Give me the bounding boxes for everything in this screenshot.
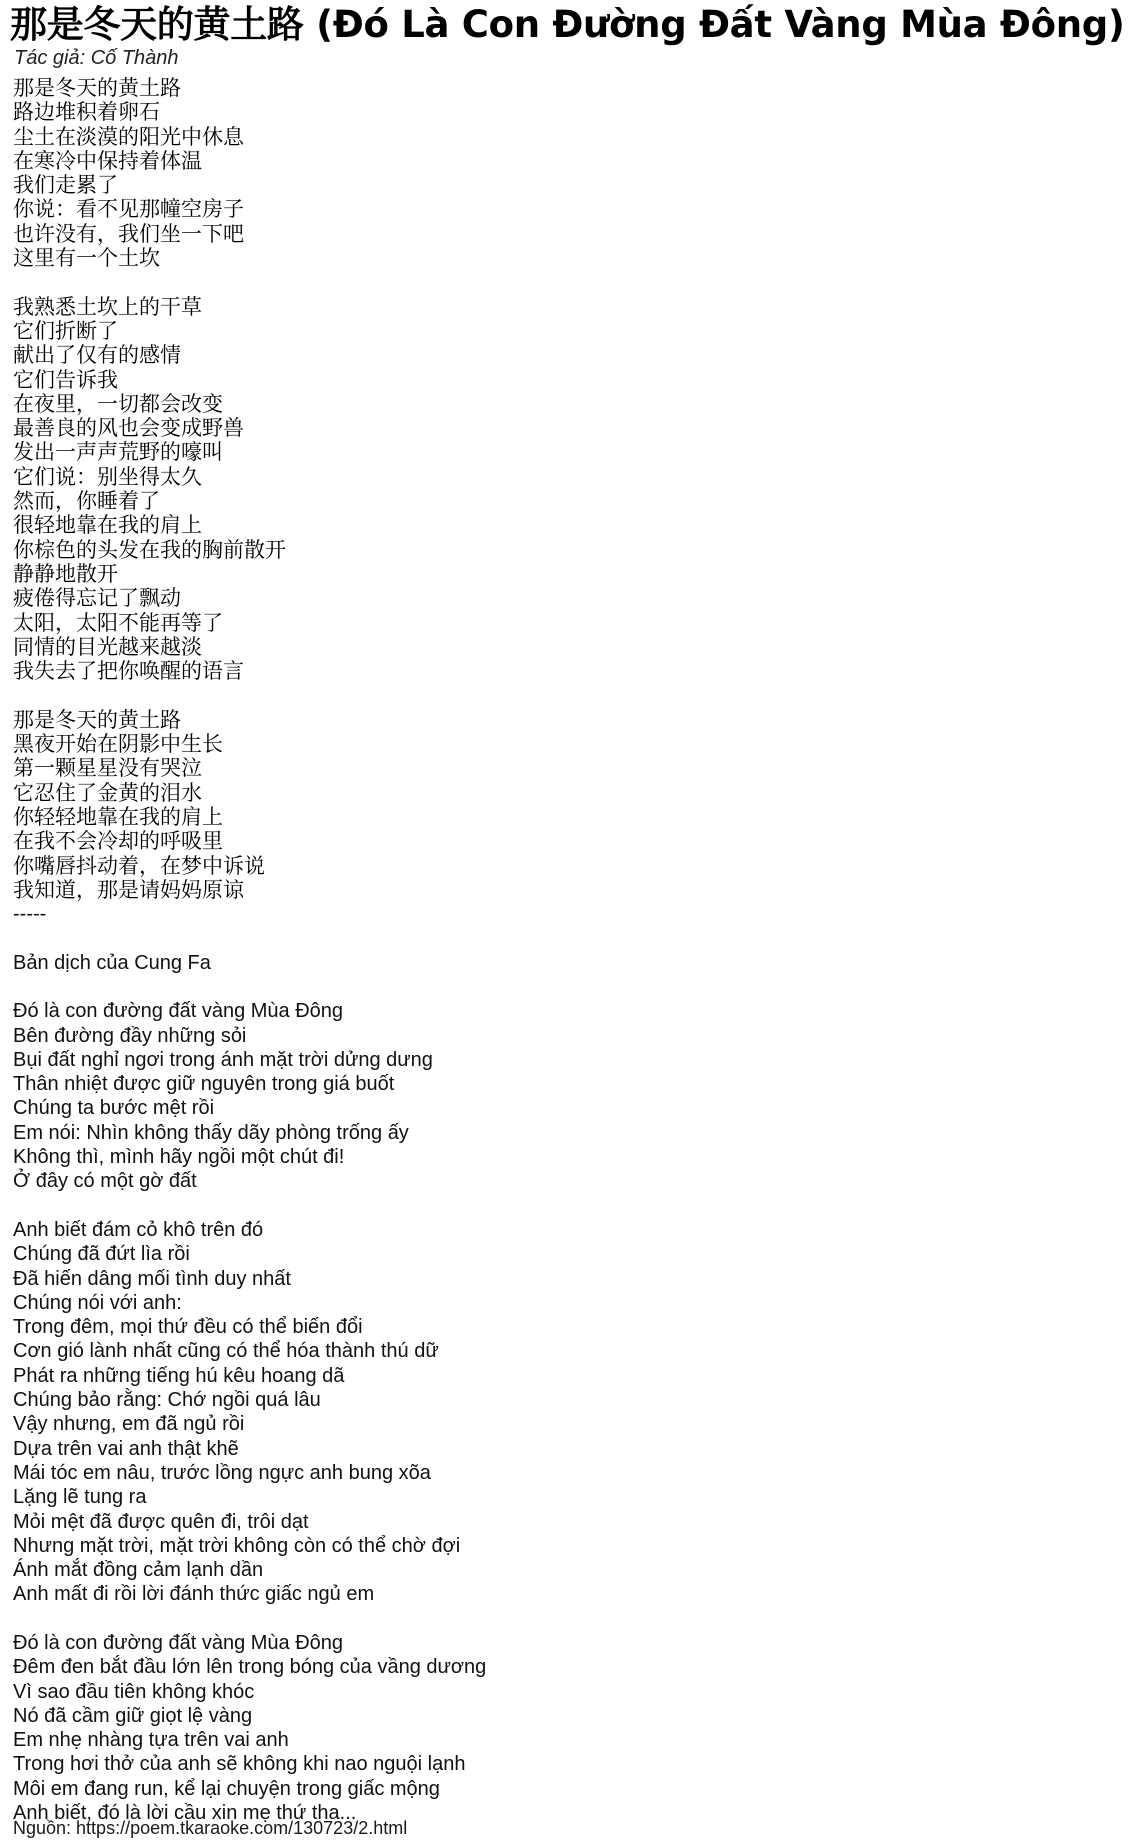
blank-line — [13, 926, 486, 950]
poem-line: Ánh mắt đồng cảm lạnh dần — [13, 1559, 264, 1582]
poem-line: 那是冬天的黄土路 — [13, 707, 181, 732]
poem-line: Đã hiến dâng mối tình duy nhất — [13, 1267, 291, 1290]
poem-line: Bản dịch của Cung Fa — [13, 951, 211, 974]
poem-line: Trong hơi thở của anh sẽ không khi nao nguội lạnh — [13, 1753, 466, 1776]
poem-line: 黑夜开始在阴影中生长 — [13, 732, 223, 757]
poem-line: Vậy nhưng, em đã ngủ rồi — [13, 1413, 245, 1436]
poem-line: ----- — [13, 903, 47, 926]
poem-line: Dựa trên vai anh thật khẽ — [13, 1437, 239, 1460]
poem-line: Chúng bảo rằng: Chớ ngồi quá lâu — [13, 1389, 321, 1412]
poem-line: Vì sao đầu tiên không khóc — [13, 1680, 255, 1703]
poem-line: Mỏi mệt đã được quên đi, trôi dạt — [13, 1510, 309, 1533]
poem-line: 路边堆积着卵石 — [13, 100, 160, 125]
poem-line: Thân nhiệt được giữ nguyên trong giá buốt — [13, 1073, 395, 1096]
poem-line: Bụi đất nghỉ ngơi trong ánh mặt trời dửng dưng — [13, 1048, 433, 1071]
poem-line: 你说：看不见那幢空房子 — [13, 197, 244, 222]
poem-line: Chúng đã đứt lìa rồi — [13, 1243, 190, 1266]
poem-line: Đó là con đường đất vàng Mùa Đông — [13, 1000, 344, 1023]
blank-line — [13, 1607, 486, 1631]
poem-line: 献出了仅有的感情 — [13, 343, 181, 368]
poem-line: Môi em đang run, kể lại chuyện trong giấc mộng — [13, 1777, 440, 1800]
poem-line: 在我不会冷却的呼吸里 — [13, 829, 223, 854]
poem-line: 我们走累了 — [13, 173, 118, 198]
poem-line: 你轻轻地靠在我的肩上 — [13, 804, 223, 829]
poem-line: 疲倦得忘记了飘动 — [13, 586, 181, 611]
poem-line: 也许没有，我们坐一下吧 — [13, 221, 244, 246]
poem-line: 最善良的风也会变成野兽 — [13, 416, 244, 441]
poem-line: 尘土在淡漠的阳光中休息 — [13, 124, 244, 149]
poem-line: 在寒冷中保持着体温 — [13, 148, 202, 173]
poem-line: Em nhẹ nhàng tựa trên vai anh — [13, 1729, 289, 1752]
poem-line: Anh biết, đó là lời cầu xin mẹ thứ tha... — [13, 1802, 357, 1825]
poem-line: 你嘴唇抖动着，在梦中诉说 — [13, 853, 265, 878]
poem-line: 你棕色的头发在我的胸前散开 — [13, 537, 286, 562]
poem-line: 这里有一个土坎 — [13, 246, 160, 271]
poem-line: Mái tóc em nâu, trước lồng ngực anh bung xõa — [13, 1461, 431, 1484]
poem-line: 那是冬天的黄土路 — [13, 76, 181, 100]
poem-line: 我失去了把你唤醒的语言 — [13, 659, 244, 684]
poem-line: Không thì, mình hãy ngồi một chút đi! — [13, 1146, 345, 1169]
poem-line: Ở đây có một gờ đất — [13, 1170, 197, 1193]
poem-line: Anh mất đi rồi lời đánh thức giấc ngủ em — [13, 1583, 375, 1606]
blank-line — [13, 683, 486, 707]
poem-body — [13, 76, 486, 1825]
poem-line: Phát ra những tiếng hú kêu hoang dã — [13, 1364, 345, 1387]
source-link[interactable]: Nguồn: https://poem.tkaraoke.com/130723/2.html — [13, 1818, 408, 1838]
blank-line — [13, 270, 486, 294]
poem-line: 它们说：别坐得太久 — [13, 464, 202, 489]
poem-line: Anh biết đám cỏ khô trên đó — [13, 1218, 264, 1241]
poem-line: Bên đường đầy những sỏi — [13, 1024, 247, 1047]
poem-line: 同情的目光越来越淡 — [13, 634, 202, 659]
poem-title: 那是冬天的黄土路 (Đó Là Con Đường Đất Vàng Mùa Đông) — [10, 3, 1125, 46]
poem-line: 第一颗星星没有哭泣 — [13, 756, 202, 781]
poem-line: 然而，你睡着了 — [13, 489, 160, 514]
poem-line: Lặng lẽ tung ra — [13, 1486, 147, 1509]
poem-line: 发出一声声荒野的嚎叫 — [13, 440, 223, 465]
poem-line: Chúng nói với anh: — [13, 1291, 182, 1314]
poem-line: 静静地散开 — [13, 561, 118, 586]
poem-line: 太阳，太阳不能再等了 — [13, 610, 223, 635]
poem-line: 它们折断了 — [13, 318, 118, 343]
poem-line: 在夜里，一切都会改变 — [13, 391, 223, 416]
poem-line: Cơn gió lành nhất cũng có thể hóa thành thú dữ — [13, 1340, 439, 1363]
poem-author: Tác giả: Cố Thành — [14, 47, 179, 69]
poem-line: Đêm đen bắt đầu lớn lên trong bóng của vầng dương — [13, 1656, 487, 1679]
poem-line: 我知道，那是请妈妈原谅 — [13, 877, 244, 902]
poem-line: 我熟悉土坎上的干草 — [13, 294, 202, 319]
poem-line: 很轻地靠在我的肩上 — [13, 513, 202, 538]
poem-line: Nó đã cầm giữ giọt lệ vàng — [13, 1704, 253, 1727]
poem-line: Trong đêm, mọi thứ đều có thể biến đổi — [13, 1316, 363, 1339]
poem-line: 它忍住了金黄的泪水 — [13, 780, 202, 805]
blank-line — [13, 975, 486, 999]
poem-line: Chúng ta bước mệt rồi — [13, 1097, 215, 1120]
poem-line: Đó là con đường đất vàng Mùa Đông — [13, 1632, 344, 1654]
blank-line — [13, 1194, 486, 1218]
poem-line: 它们告诉我 — [13, 367, 118, 392]
poem-line: Em nói: Nhìn không thấy dãy phòng trống ấy — [13, 1121, 409, 1144]
poem-line: Nhưng mặt trời, mặt trời không còn có thể chờ đợi — [13, 1534, 461, 1557]
